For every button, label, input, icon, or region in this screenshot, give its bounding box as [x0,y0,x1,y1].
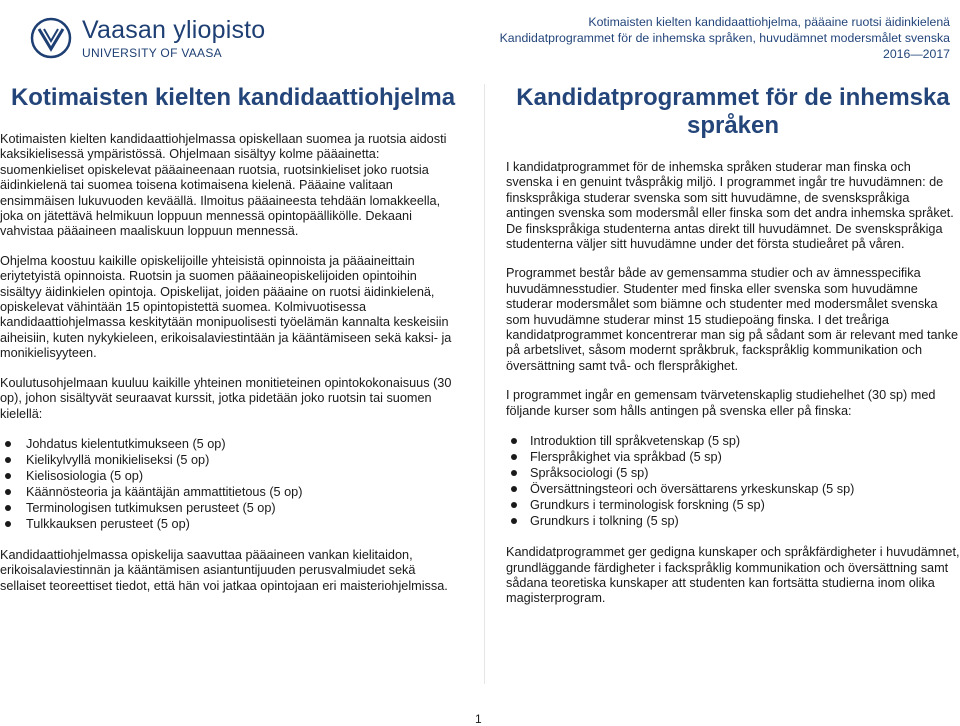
column-divider [484,84,485,684]
list-item: Johdatus kielentutkimukseen (5 op) [0,436,456,452]
list-item: Introduktion till språkvetenskap (5 sp) [506,433,960,449]
page-number: 1 [475,712,482,726]
list-item: Käännösteoria ja kääntäjän ammattitietous (5 op) [0,484,456,500]
left-paragraph-3: Koulutusohjelmaan kuuluu kaikille yhteinen monitieteinen opintokokonaisuus (30 op), johon sisältyvät seuraavat kurssit, jotka pidetään joko ruotsin tai suomen kielellä: [0,375,452,421]
university-logo-icon [30,17,72,59]
right-paragraph-4: Kandidatprogrammet ger gedigna kunskaper och språkfärdigheter i huvudämnet, grundläggande färdigheter i fackspråklig kommunikation och översättning samt sådana teoretiska kunskaper att studenten kan fortsätta studierna inom olika magisterprogram. [506,545,960,606]
list-item: Flerspråkighet via språkbad (5 sp) [506,449,960,465]
list-item: Grundkurs i terminologisk forskning (5 sp) [506,497,960,513]
header-title-fi: Kotimaisten kielten kandidaattiohjelma, pääaine ruotsi äidinkielenä [588,15,950,29]
document-header [500,14,950,62]
list-item: Terminologisen tutkimuksen perusteet (5 op) [0,500,456,516]
list-item: Översättningsteori och översättarens yrkeskunskap (5 sp) [506,481,960,497]
logo [30,16,265,60]
right-paragraph-1: I kandidatprogrammet för de inhemska språken studerar man finska och svenska i en genuint tvåspråkig miljö. I programmet ingår tre huvudämnen: de finskspråkiga studerar svenska som sitt huvudämne, de svenskspråkiga antingen svenska som modersmål eller finska som det andra inhemska språket. De finskspråkiga studenterna antas direkt till huvudämnet. De svenskspråkiga studenterna väljer sitt huvudämne under det första studieåret på våren. [506,160,954,252]
left-course-list [0,436,456,532]
list-item: Språksociologi (5 sp) [506,465,960,481]
finnish-column [0,84,456,608]
header-years: 2016—2017 [882,47,950,61]
swedish-column [506,84,960,621]
right-heading: Kandidatprogrammet för de inhemska språken [516,84,950,139]
logo-name: Vaasan yliopisto [82,16,266,44]
left-heading: Kotimaisten kielten kandidaattiohjelma [10,84,456,111]
list-item: Tulkkauksen perusteet (5 op) [0,516,456,532]
list-item: Grundkurs i tolkning (5 sp) [506,513,960,529]
right-paragraph-3: I programmet ingår en gemensam tvärvetenskaplig studiehelhet (30 sp) med följande kurser som hålls antingen på svenska eller på finska: [506,388,936,418]
logo-subtitle: UNIVERSITY OF VAASA [82,46,222,60]
left-paragraph-2: Ohjelma koostuu kaikille opiskelijoille yhteisistä opinnoista ja pääaineittain eriytetyistä opinnoista. Ruotsin ja suomen pääaineopiskelijoiden opintoihin sisältyy äidinkielen opintoja. Opiskelijat, joiden pääaine on ruotsi äidinkielenä, opiskelevat vähintään 15 opintopistettä suomea. Kolmivuotisessa kandidaattiohjelmassa keskitytään monipuolisesti työelämän kannalta keskeisiin aiheisiin, kuten nykykieleen, erikoisalaviestintään ja kääntämiseen sekä kaksi- ja monikielisyyteen. [0,253,452,361]
list-item: Kielisosiologia (5 op) [0,468,456,484]
left-paragraph-4: Kandidaattiohjelmassa opiskelija saavuttaa pääaineen vankan kielitaidon, erikoisalaviestinnän ja kääntämisen asiantuntijuuden perusvalmiudet sekä sellaiset teoreettiset tiedot, että hän voi jatkaa opintojaan eri maisteriohjelmissa. [0,547,448,593]
right-paragraph-2: Programmet består både av gemensamma studier och av ämnesspecifika huvudämnesstudier. Studenter med finska eller svenska som huvudämne studerar modersmålet som biämne och studenter med modersmålet svenska som huvudämne studerar minst 15 studiepoäng finska. I det treåriga kandidatprogrammet koncentrerar man sig på sådant som är relevant med tanke på arbetslivet, såsom modernt språkbruk, fackspråklig kommunikation och översättning samt två- och flerspråkighet. [506,266,959,373]
left-paragraph-1: Kotimaisten kielten kandidaattiohjelmassa opiskellaan suomea ja ruotsia aidosti kaksikielisessä ympäristössä. Ohjelmaan sisältyy kolme pääainetta: suomenkieliset opiskelevat pääaineenaan ruotsia, ruotsinkieliset joko ruotsia äidinkielenä tai suomea toisena kotimaisena kielenä. Pääaine valitaan ensimmäisen lukuvuoden keväällä. Ilmoitus pääaineesta tehdään lomakkeella, joka on jätettävä helmikuun loppuun mennessä opintopäällikölle. Dekaani vahvistaa pääaineen maaliskuun loppuun mennessä. [0,132,447,239]
right-course-list [506,433,960,529]
header-title-sv: Kandidatprogrammet för de inhemska språken, huvudämnet modersmålet svenska [499,31,950,45]
list-item: Kielikylvyllä monikieliseksi (5 op) [0,452,456,468]
